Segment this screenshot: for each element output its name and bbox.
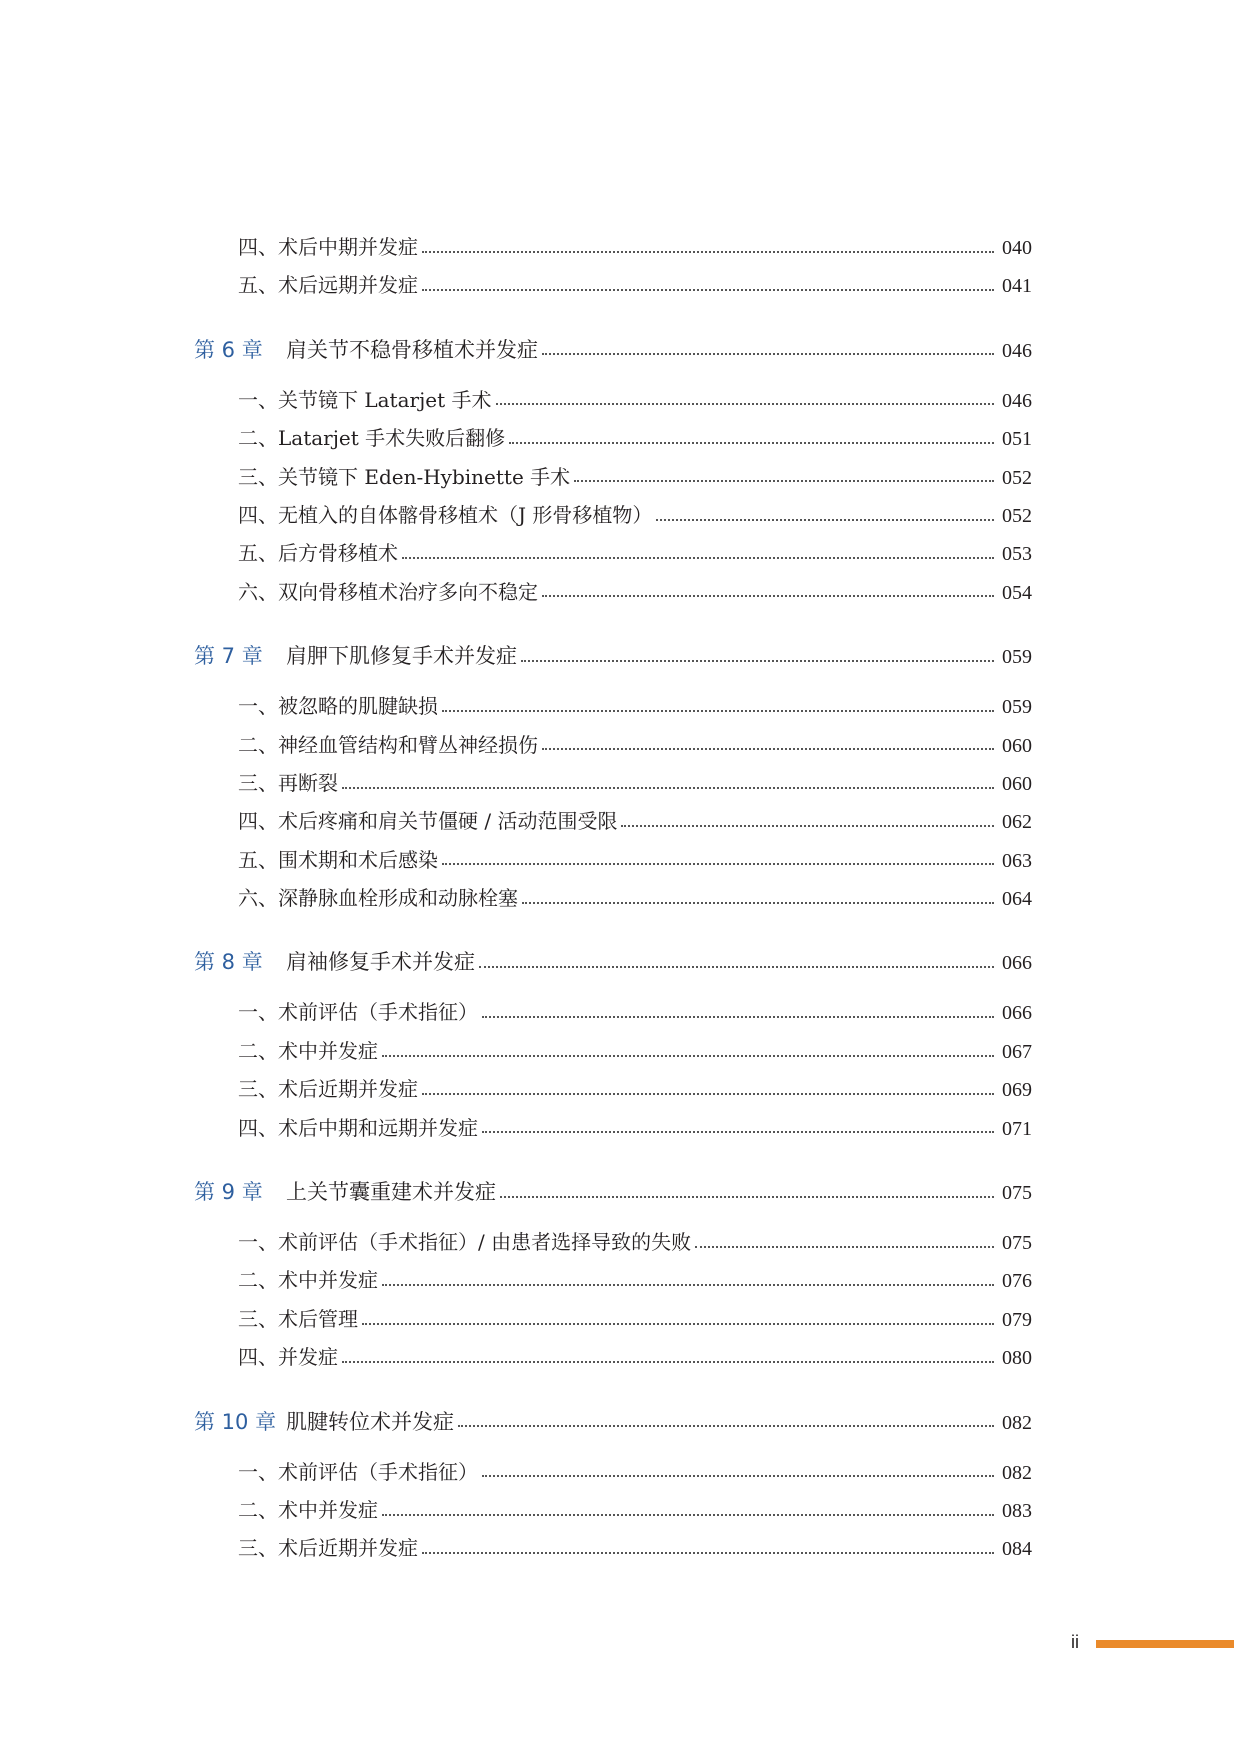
leader-dots <box>422 250 994 253</box>
toc-page-number: 041 <box>1002 275 1032 298</box>
toc-section-row[interactable] <box>194 1032 1032 1070</box>
toc-page-number: 062 <box>1002 811 1032 834</box>
toc-page-number: 069 <box>1002 1079 1032 1102</box>
toc-section-label: 一、术前评估（手术指征） <box>238 1000 478 1025</box>
toc-section-label: 一、被忽略的肌腱缺损 <box>238 694 438 719</box>
toc-chapter-row[interactable] <box>194 1173 1032 1211</box>
toc-section-label: 四、并发症 <box>238 1345 338 1370</box>
toc-section-label: 五、术后远期并发症 <box>238 273 418 298</box>
toc-page-number: 084 <box>1002 1538 1032 1561</box>
toc-section-row[interactable] <box>194 1529 1032 1567</box>
toc-section-row[interactable] <box>194 381 1032 419</box>
leader-dots <box>442 709 994 712</box>
toc-section-label: 六、深静脉血栓形成和动脉栓塞 <box>238 886 518 911</box>
leader-dots <box>496 402 994 405</box>
toc-section-label: 二、神经血管结构和臂丛神经损伤 <box>238 732 538 757</box>
leader-dots <box>522 901 994 904</box>
toc-section-row[interactable] <box>194 1261 1032 1299</box>
leader-dots <box>500 1195 994 1198</box>
toc-section-row[interactable] <box>194 1453 1032 1491</box>
leader-dots <box>479 965 994 968</box>
toc-section-label: 一、关节镜下 Latarjet 手术 <box>238 387 492 412</box>
page-folio: ii <box>1071 1632 1079 1652</box>
chapter-number: 第 9 章 <box>194 1180 263 1205</box>
toc-chapter-row[interactable] <box>194 331 1032 369</box>
leader-dots <box>656 518 994 521</box>
chapter-number: 第 7 章 <box>194 644 263 669</box>
toc-page-number: 083 <box>1002 1499 1032 1522</box>
toc-section-row[interactable] <box>194 266 1032 304</box>
chapter-number: 第 6 章 <box>194 337 263 362</box>
toc-page-number: 046 <box>1002 389 1032 412</box>
leader-dots <box>422 288 994 291</box>
toc-section-row[interactable] <box>194 1338 1032 1376</box>
toc-page-number: 052 <box>1002 504 1032 527</box>
toc-page-number: 080 <box>1002 1347 1032 1370</box>
toc-section-row[interactable] <box>194 534 1032 572</box>
chapter-title: 肩关节不稳骨移植术并发症 <box>286 337 538 362</box>
chapter-title: 肩袖修复手术并发症 <box>286 950 475 975</box>
toc-page-number: 071 <box>1002 1117 1032 1140</box>
toc-section-row[interactable] <box>194 419 1032 457</box>
leader-dots <box>509 441 994 444</box>
toc-page-number: 066 <box>1002 1002 1032 1025</box>
toc-section-row[interactable] <box>194 993 1032 1031</box>
toc-section-label: 一、术前评估（手术指征）/ 由患者选择导致的失败 <box>238 1230 692 1255</box>
chapter-title: 肌腱转位术并发症 <box>286 1409 454 1434</box>
toc-page-number: 076 <box>1002 1270 1032 1293</box>
chapter-title: 上关节囊重建术并发症 <box>286 1180 496 1205</box>
leader-dots <box>574 479 994 482</box>
leader-dots <box>442 862 994 865</box>
footer-accent-bar <box>1096 1640 1234 1648</box>
toc-page-number: 066 <box>1002 952 1032 975</box>
leader-dots <box>422 1092 994 1095</box>
toc-section-label: 二、Latarjet 手术失败后翻修 <box>238 426 506 451</box>
toc-section-label: 四、无植入的自体髂骨移植术（J 形骨移植物） <box>238 502 653 527</box>
toc-section-label: 三、再断裂 <box>238 770 338 795</box>
toc-section-row[interactable] <box>194 1300 1032 1338</box>
toc-page-number: 059 <box>1002 696 1032 719</box>
toc-section-row[interactable] <box>194 458 1032 496</box>
leader-dots <box>521 659 994 662</box>
leader-dots <box>362 1322 994 1325</box>
chapter-number: 第 8 章 <box>194 950 263 975</box>
toc-page-number: 046 <box>1002 339 1032 362</box>
leader-dots <box>458 1424 994 1427</box>
toc-page-number: 054 <box>1002 581 1032 604</box>
toc-page-number: 060 <box>1002 734 1032 757</box>
toc-section-label: 一、术前评估（手术指征） <box>238 1459 478 1484</box>
toc-page-number: 082 <box>1002 1461 1032 1484</box>
toc-page-number: 075 <box>1002 1232 1032 1255</box>
toc-section-label: 三、术后近期并发症 <box>238 1077 418 1102</box>
leader-dots <box>342 1360 994 1363</box>
leader-dots <box>542 352 994 355</box>
toc-section-row[interactable] <box>194 496 1032 534</box>
leader-dots <box>422 1551 994 1554</box>
toc-section-label: 四、术后中期和远期并发症 <box>238 1115 478 1140</box>
toc-section-row[interactable] <box>194 841 1032 879</box>
toc-section-row[interactable] <box>194 228 1032 266</box>
leader-dots <box>482 1130 994 1133</box>
toc-section-row[interactable] <box>194 1070 1032 1108</box>
toc-section-row[interactable] <box>194 802 1032 840</box>
leader-dots <box>382 1054 994 1057</box>
toc-section-row[interactable] <box>194 1491 1032 1529</box>
toc-page-number: 063 <box>1002 849 1032 872</box>
leader-dots <box>695 1245 994 1248</box>
table-of-contents <box>194 228 1032 1568</box>
leader-dots <box>542 747 994 750</box>
leader-dots <box>542 594 994 597</box>
leader-dots <box>621 824 994 827</box>
toc-page-number: 059 <box>1002 646 1032 669</box>
leader-dots <box>342 786 994 789</box>
toc-page-number: 064 <box>1002 888 1032 911</box>
toc-page-number: 075 <box>1002 1182 1032 1205</box>
toc-section-label: 三、术后管理 <box>238 1306 358 1331</box>
toc-section-label: 六、双向骨移植术治疗多向不稳定 <box>238 579 538 604</box>
leader-dots <box>482 1015 994 1018</box>
toc-chapter-row[interactable] <box>194 637 1032 675</box>
toc-section-row[interactable] <box>194 726 1032 764</box>
toc-chapter-row[interactable] <box>194 1403 1032 1441</box>
toc-page-number: 052 <box>1002 466 1032 489</box>
toc-section-row[interactable] <box>194 573 1032 611</box>
chapter-number: 第 10 章 <box>194 1409 277 1434</box>
toc-section-row[interactable] <box>194 1109 1032 1147</box>
toc-section-row[interactable] <box>194 1223 1032 1261</box>
toc-page-number: 060 <box>1002 772 1032 795</box>
toc-section-label: 三、术后近期并发症 <box>238 1536 418 1561</box>
leader-dots <box>382 1513 994 1516</box>
toc-section-label: 二、术中并发症 <box>238 1497 378 1522</box>
toc-section-label: 三、关节镜下 Eden-Hybinette 手术 <box>238 464 571 489</box>
toc-section-label: 二、术中并发症 <box>238 1038 378 1063</box>
toc-section-label: 四、术后疼痛和肩关节僵硬 / 活动范围受限 <box>238 809 618 834</box>
toc-section-label: 四、术后中期并发症 <box>238 235 418 259</box>
chapter-title: 肩胛下肌修复手术并发症 <box>286 644 517 669</box>
toc-section-label: 五、后方骨移植术 <box>238 541 398 566</box>
toc-page-number: 079 <box>1002 1308 1032 1331</box>
leader-dots <box>402 556 994 559</box>
toc-section-row[interactable] <box>194 764 1032 802</box>
leader-dots <box>482 1474 994 1477</box>
leader-dots <box>382 1283 994 1286</box>
toc-section-row[interactable] <box>194 687 1032 725</box>
toc-section-row[interactable] <box>194 879 1032 917</box>
toc-page-number: 082 <box>1002 1411 1032 1434</box>
toc-section-label: 二、术中并发症 <box>238 1268 378 1293</box>
toc-page-number: 053 <box>1002 543 1032 566</box>
toc-page-number: 040 <box>1002 237 1032 259</box>
toc-page-number: 067 <box>1002 1040 1032 1063</box>
toc-chapter-row[interactable] <box>194 943 1032 981</box>
toc-section-label: 五、围术期和术后感染 <box>238 847 438 872</box>
toc-page-number: 051 <box>1002 428 1032 451</box>
